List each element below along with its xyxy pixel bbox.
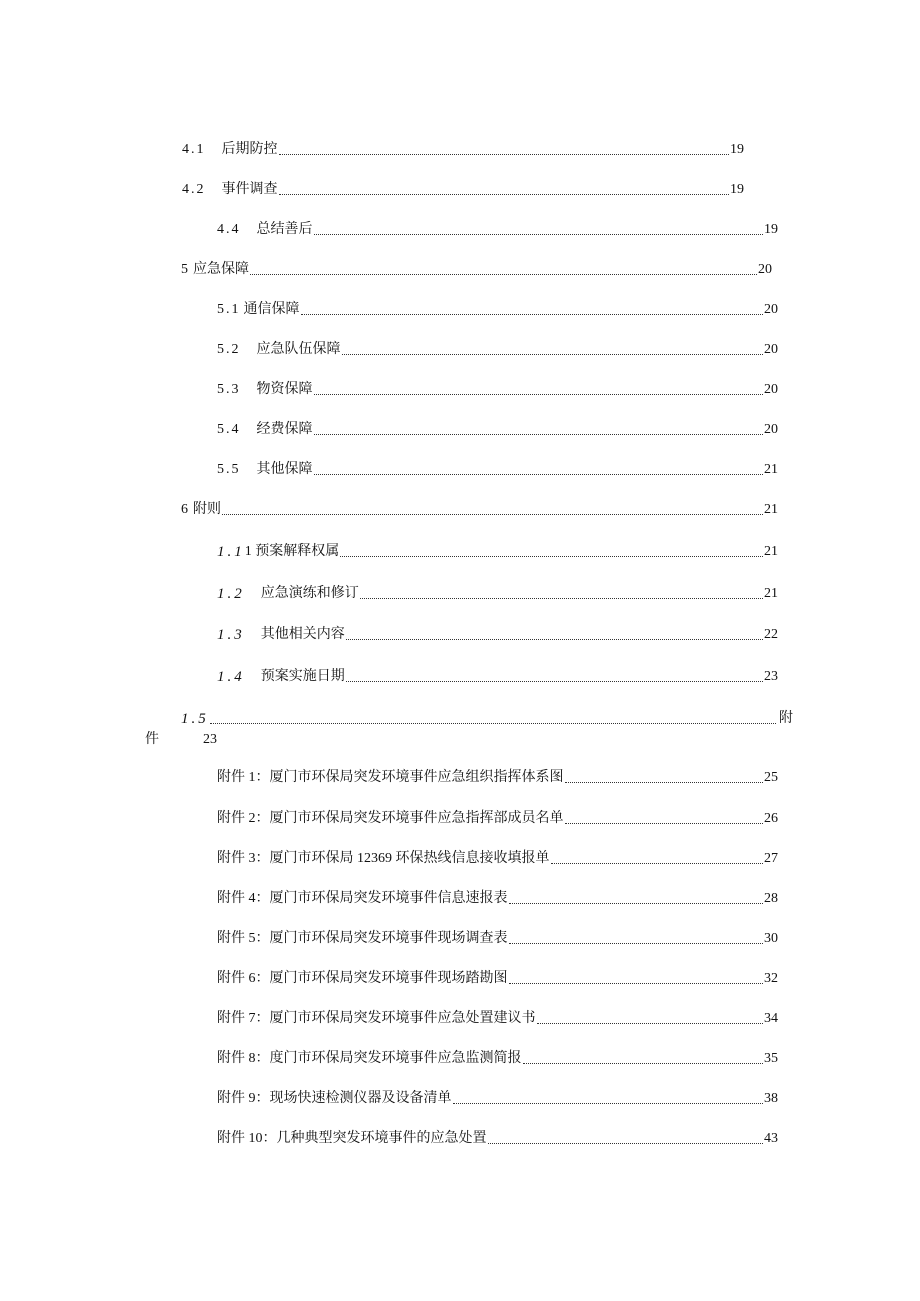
toc-entry-number: 5.2 (217, 342, 241, 357)
appendix-number: 附件 5： (217, 931, 270, 946)
appendix-page: 34 (764, 1011, 778, 1026)
appendix-title: 厦门市环保局突发环境事件应急处置建议书 (269, 1011, 536, 1026)
toc-entry-label (217, 460, 313, 480)
toc-entry[interactable] (217, 380, 778, 400)
appendix-title: 厦门市环保局 12369 环保热线信息接收填报单 (269, 851, 550, 866)
appendix-number: 附件 6： (217, 971, 270, 986)
dot-leader (314, 393, 764, 395)
appendix-entry[interactable] (217, 768, 778, 788)
toc-entry-page: 21 (764, 544, 778, 559)
appendix-page: 27 (764, 851, 778, 866)
dot-leader (342, 353, 764, 355)
toc-entry[interactable] (217, 300, 778, 320)
toc-entry[interactable] (217, 625, 778, 645)
dot-leader (509, 902, 764, 904)
toc-entry[interactable] (182, 140, 744, 160)
appendix-number: 附件 7： (217, 1011, 270, 1026)
dot-leader (565, 781, 764, 783)
appendix-number: 附件 1： (217, 770, 270, 785)
toc-entry[interactable] (217, 220, 778, 240)
dot-leader (537, 1022, 764, 1024)
toc-entry[interactable] (181, 500, 778, 520)
appendix-label (217, 1009, 536, 1029)
appendix-label (217, 849, 550, 869)
appendix-entry[interactable] (217, 1089, 778, 1109)
toc-entry-number: 5.4 (217, 422, 241, 437)
appendix-label (217, 1049, 522, 1069)
toc-entry[interactable] (181, 260, 772, 280)
toc-entry-number: 5.5 (217, 462, 241, 477)
toc-entry-title: 应急队伍保障 (256, 342, 341, 357)
toc-entry[interactable] (217, 667, 778, 687)
toc-entry-page: 20 (764, 302, 778, 317)
toc-entry-number: 1.5 (181, 711, 209, 727)
toc-entry-page: 20 (764, 382, 778, 397)
toc-entry-title: 1 预案解释权属 (244, 544, 340, 559)
toc-entry[interactable] (217, 542, 778, 562)
appendix-title: 几种典型突发环境事件的应急处置 (276, 1131, 487, 1146)
appendix-number: 附件 9： (217, 1091, 270, 1106)
toc-entry-label (217, 220, 313, 240)
toc-entry-page: 19 (730, 182, 744, 197)
toc-entry-number: 1.4 (217, 669, 245, 685)
dot-leader (314, 433, 764, 435)
appendix-label (217, 889, 508, 909)
appendix-number: 附件 2： (217, 811, 270, 826)
toc-entry-title: 通信保障 (243, 302, 300, 317)
appendix-page: 30 (764, 931, 778, 946)
appendix-number: 附件 4： (217, 891, 270, 906)
toc-entry-title: 经费保障 (256, 422, 313, 437)
toc-entry-number: 1.3 (217, 627, 245, 643)
appendix-entry[interactable] (217, 929, 778, 949)
appendix-number: 附件 8： (217, 1051, 270, 1066)
appendix-number: 附件 10： (217, 1131, 277, 1146)
toc-entry-page: 19 (764, 222, 778, 237)
toc-entry-page: 21 (764, 586, 778, 601)
toc-entry-page: 23 (203, 732, 217, 747)
dot-leader (301, 313, 764, 315)
toc-entry-page: 20 (764, 422, 778, 437)
dot-leader (360, 597, 763, 599)
dot-leader (346, 680, 763, 682)
toc-entry-title: 其他保障 (256, 462, 313, 477)
toc-entry-title-part1: 附 (779, 711, 793, 726)
toc-entry-label (217, 584, 359, 604)
appendix-page: 26 (764, 811, 778, 826)
appendix-page: 28 (764, 891, 778, 906)
appendix-page: 43 (764, 1131, 778, 1146)
toc-entry-title: 应急演练和修订 (260, 586, 359, 601)
toc-entry-title: 应急保障 (193, 262, 249, 277)
appendix-entry[interactable] (217, 889, 778, 909)
dot-leader (314, 233, 764, 235)
appendix-title: 厦门市环保局突发环境事件应急指挥部成员名单 (269, 811, 564, 826)
toc-entry[interactable] (217, 460, 778, 480)
appendix-title: 厦门市环保局突发环境事件应急组织指挥体系图 (269, 770, 564, 785)
dot-leader (250, 273, 757, 275)
toc-entry-page: 23 (764, 669, 778, 684)
dot-leader (565, 822, 764, 824)
dot-leader (279, 193, 730, 195)
appendix-entry[interactable] (217, 1049, 778, 1069)
appendix-entry[interactable] (217, 809, 778, 829)
toc-entry[interactable] (217, 420, 778, 440)
dot-leader (279, 153, 730, 155)
toc-entry-label (217, 542, 339, 562)
dot-leader (488, 1142, 764, 1144)
toc-entry-page: 21 (764, 502, 778, 517)
appendix-label (217, 969, 508, 989)
dot-leader (346, 638, 763, 640)
appendix-page: 25 (764, 770, 778, 785)
toc-entry-label (217, 340, 341, 360)
toc-entry-label (217, 300, 300, 320)
toc-entry-title: 其他相关内容 (260, 627, 345, 642)
appendix-title: 厦门市环保局突发环境事件现场调查表 (269, 931, 508, 946)
toc-entry-number: 4.4 (217, 222, 241, 237)
toc-entry-number: 5 (181, 262, 190, 277)
toc-entry-number: 5.3 (217, 382, 241, 397)
toc-entry-title: 附则 (193, 502, 221, 517)
toc-entry-page: 21 (764, 462, 778, 477)
appendix-title: 厦门市环保局突发环境事件现场踏勘图 (269, 971, 508, 986)
dot-leader (453, 1102, 764, 1104)
appendix-entry[interactable] (217, 969, 778, 989)
toc-entry-label (217, 625, 345, 645)
toc-entry-label (181, 260, 249, 280)
appendix-title: 现场快速检测仪器及设备清单 (269, 1091, 452, 1106)
toc-entry-title: 事件调查 (221, 182, 278, 197)
toc-entry[interactable] (217, 340, 778, 360)
appendix-page: 38 (764, 1091, 778, 1106)
toc-entry-page: 20 (764, 342, 778, 357)
toc-entry-wrapped[interactable] (181, 709, 793, 729)
toc-entry-title: 后期防控 (221, 142, 278, 157)
toc-entry-number: 6 (181, 502, 190, 517)
dot-leader (523, 1062, 764, 1064)
toc-entry-label (182, 140, 278, 160)
dot-leader (340, 555, 763, 557)
toc-entry-number: 5.1 (217, 302, 241, 317)
dot-leader (509, 982, 764, 984)
toc-entry[interactable] (182, 180, 744, 200)
toc-entry-label (217, 420, 313, 440)
toc-entry-number: 1.1 (217, 544, 245, 560)
toc-entry-title: 预案实施日期 (260, 669, 345, 684)
toc-entry-number: 4.2 (182, 182, 206, 197)
toc-entry-title-part2: 件 (145, 732, 159, 747)
dot-leader (509, 942, 764, 944)
dot-leader (222, 513, 763, 515)
toc-entry-label (217, 380, 313, 400)
dot-leader (210, 722, 776, 724)
appendix-label (217, 1129, 487, 1149)
appendix-label (217, 809, 564, 829)
appendix-title: 厦门市环保局突发环境事件信息速报表 (269, 891, 508, 906)
toc-entry-label (182, 180, 278, 200)
toc-entry-label (181, 500, 221, 520)
appendix-label (217, 929, 508, 949)
appendix-title: 度门市环保局突发环境事件应急监测简报 (269, 1051, 522, 1066)
toc-entry[interactable] (217, 584, 778, 604)
appendix-entry[interactable] (217, 1129, 778, 1149)
toc-entry-label (217, 667, 345, 687)
toc-entry-title: 物资保障 (256, 382, 313, 397)
appendix-label (217, 1089, 452, 1109)
toc-entry-number: 4.1 (182, 142, 206, 157)
toc-entry-page: 20 (758, 262, 772, 277)
appendix-entry[interactable] (217, 849, 778, 869)
toc-entry-page: 22 (764, 627, 778, 642)
dot-leader (551, 862, 764, 864)
appendix-entry[interactable] (217, 1009, 778, 1029)
appendix-page: 35 (764, 1051, 778, 1066)
toc-entry-number: 1.2 (217, 586, 245, 602)
appendix-number: 附件 3： (217, 851, 270, 866)
toc-entry-title: 总结善后 (256, 222, 313, 237)
appendix-label (217, 768, 564, 788)
toc-entry-page: 19 (730, 142, 744, 157)
dot-leader (314, 473, 764, 475)
appendix-page: 32 (764, 971, 778, 986)
